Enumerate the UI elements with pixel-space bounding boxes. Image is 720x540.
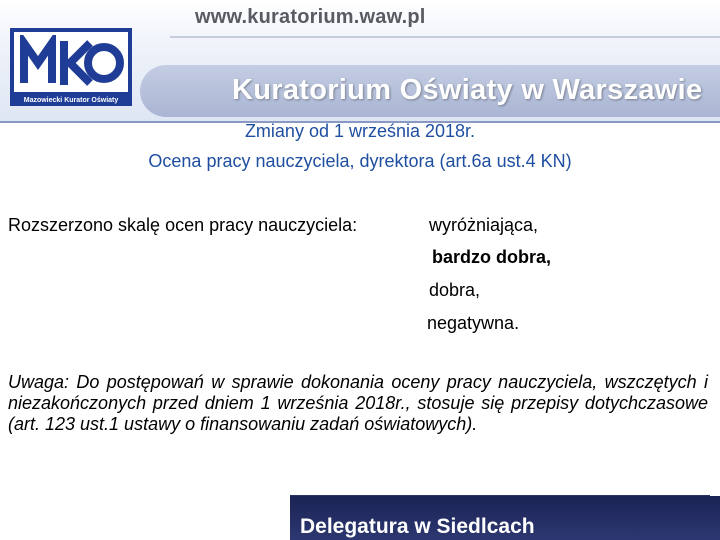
slide-subtitle: Ocena pracy nauczyciela, dyrektora (art.6a ust.4 KN) xyxy=(148,151,572,171)
site-url[interactable]: www.kuratorium.waw.pl xyxy=(195,6,426,28)
grade-scale-lead: Rozszerzono skalę ocen pracy nauczyciela: xyxy=(8,215,358,235)
slide-title: Zmiany od 1 września 2018r. xyxy=(244,121,476,141)
grade-item: dobra, xyxy=(429,280,481,300)
grade-item: negatywna. xyxy=(427,313,520,333)
institution-title: Kuratorium Oświaty w Warszawie xyxy=(232,74,703,106)
mko-logo-icon xyxy=(20,35,124,91)
grade-item: wyróżniająca, xyxy=(429,215,539,235)
logo-caption: Mazowiecki Kurator Oświaty xyxy=(10,96,132,106)
grade-item: bardzo dobra, xyxy=(432,247,552,267)
footer-label: Delegatura w Siedlcach xyxy=(300,515,535,538)
note-paragraph: Uwaga: Do postępowań w sprawie dokonania oceny pracy nauczyciela, wszczętych i niezakończonych przed dniem 1 września 2018r., stosuje się przepisy dotychczasowe (art. 123 ust.1 ustawy o finansowaniu zadań oświatowych). xyxy=(8,372,708,434)
url-underline xyxy=(170,36,720,38)
mko-logo xyxy=(10,28,132,96)
